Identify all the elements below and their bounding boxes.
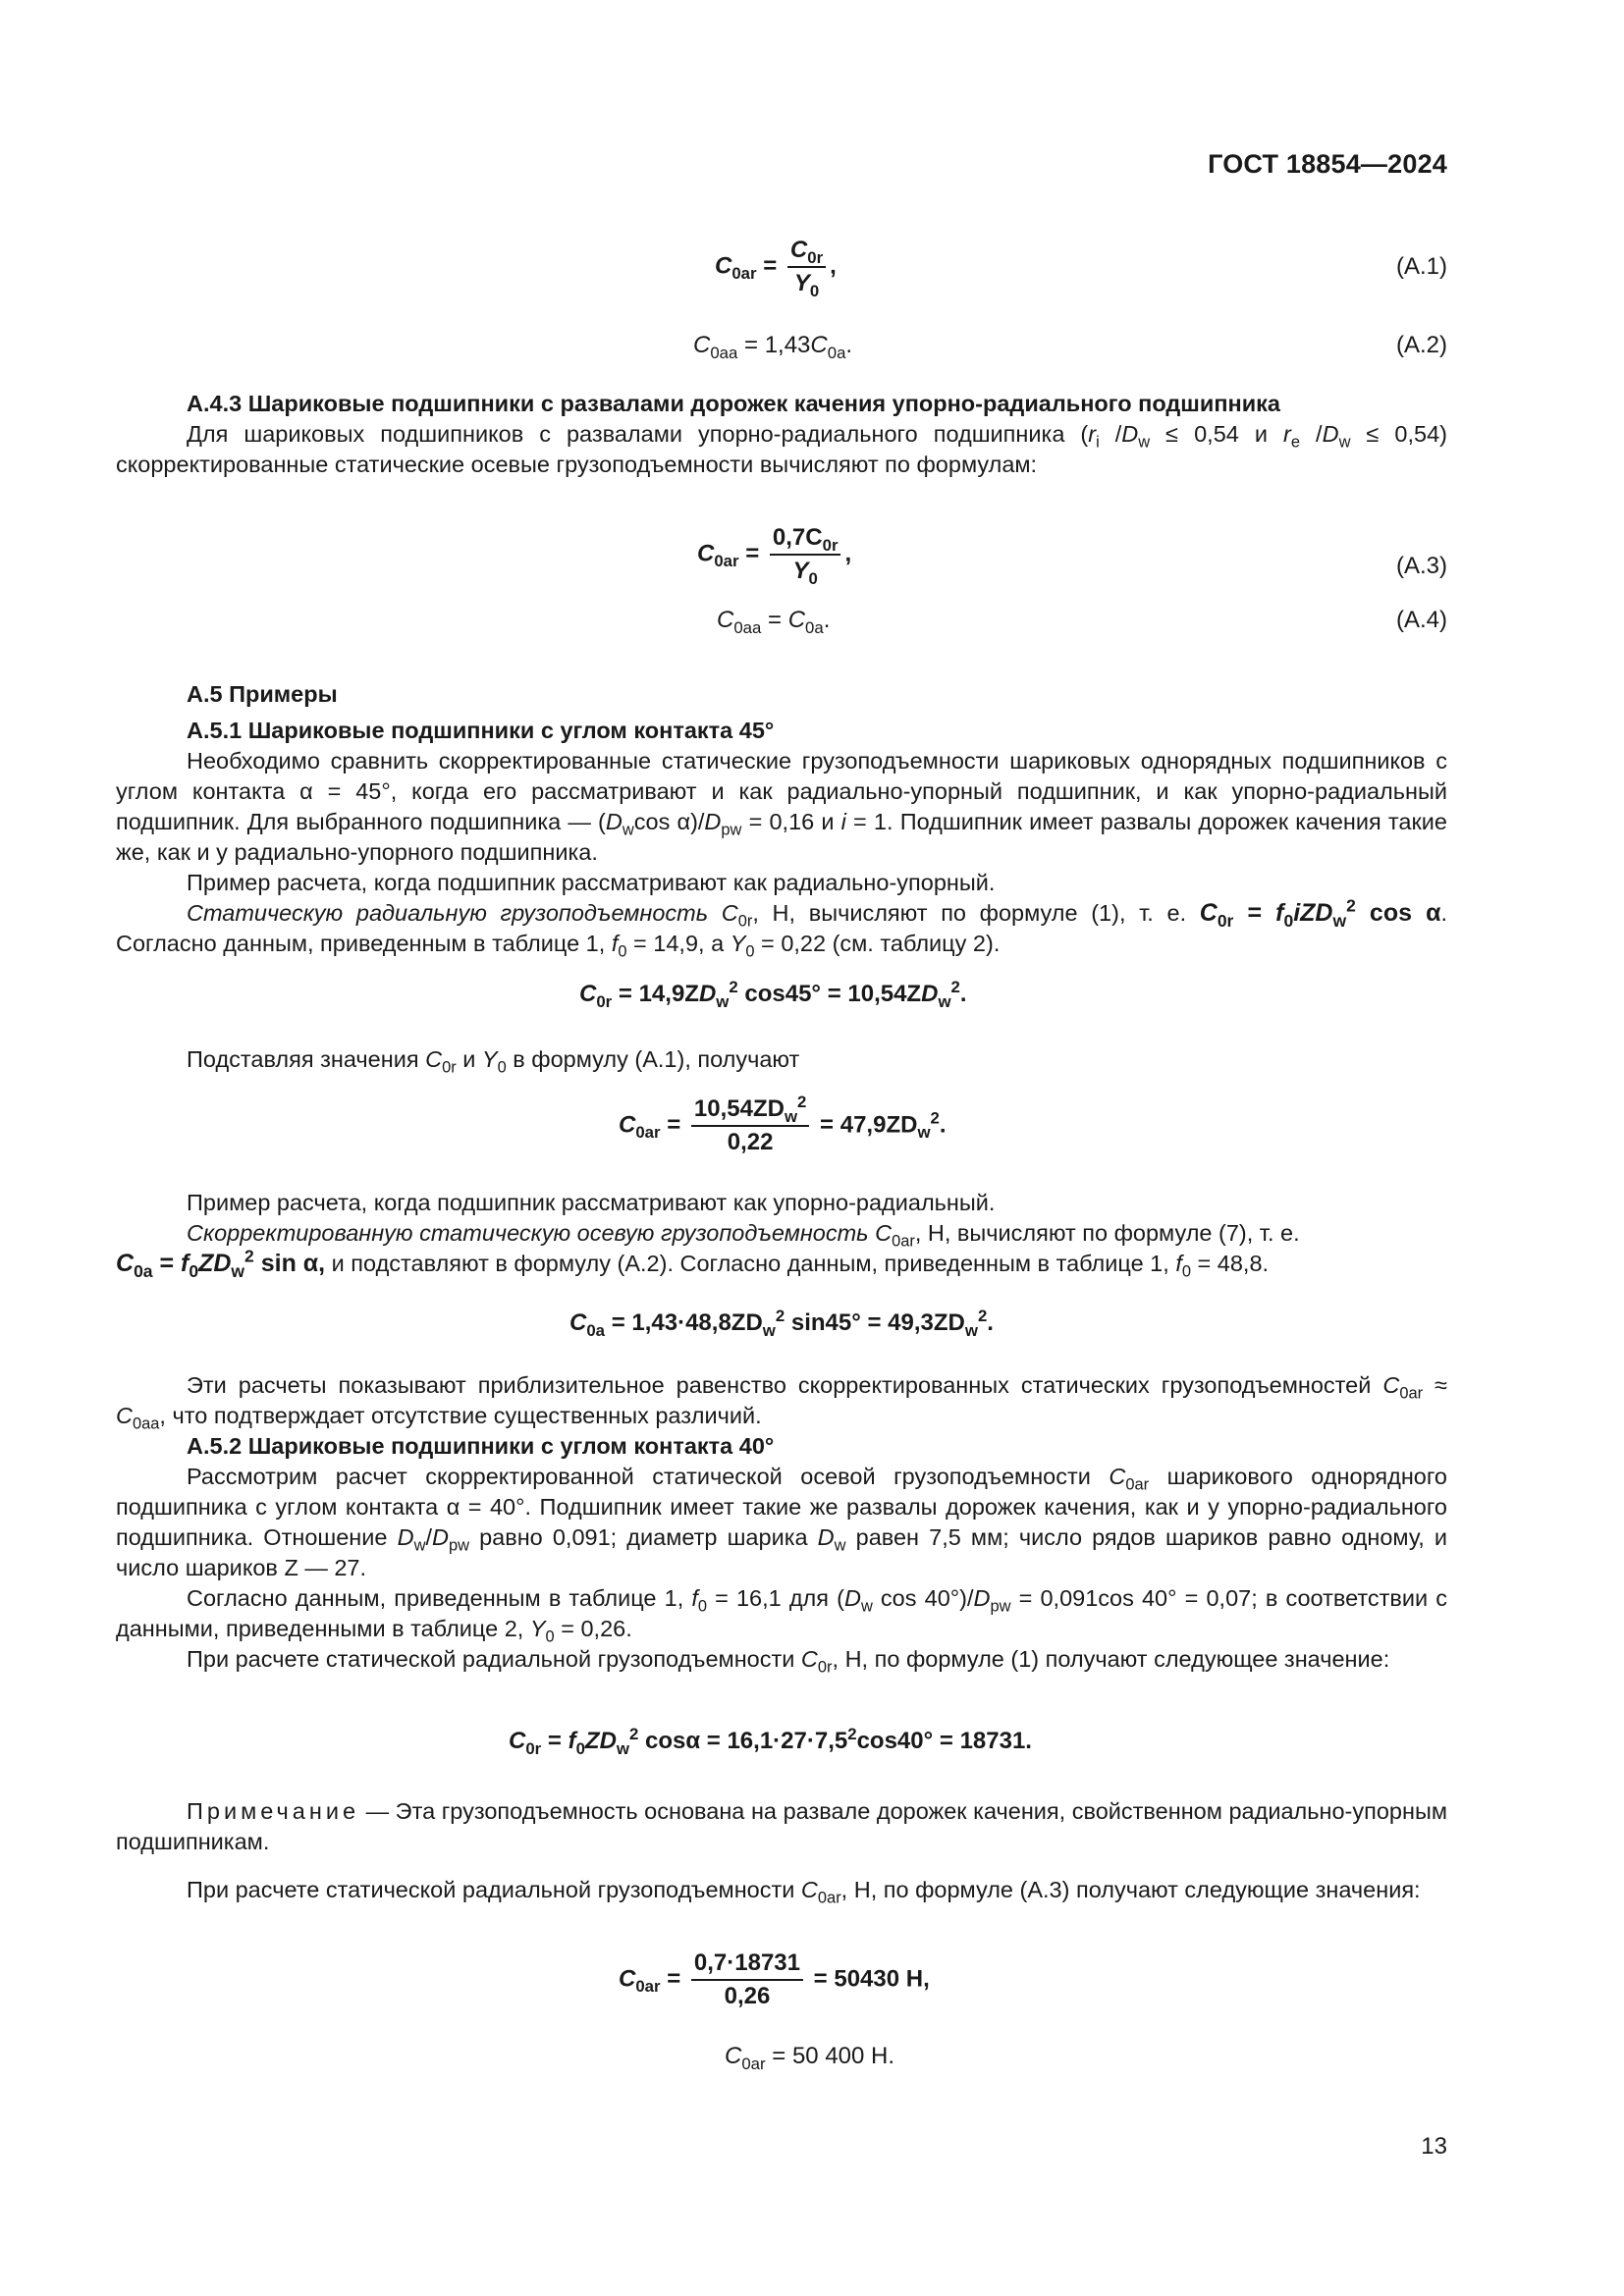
paragraph-substitution: Подставляя значения $C_{0r}$ и $Y_0$ в формулу (А.1), получают [187,1046,800,1077]
equation-final-value: $C_{0ar} = 50$ 400 Н. [725,2043,895,2073]
doc-code-header: ГОСТ 18854—2024 [1208,149,1447,179]
equation-c0ar-40: $C_{0ar}$ = $\frac{0,7\cdot 18731}{0,26}$ = 50430 Н, [619,1949,930,2009]
paragraph: Для шариковых подшипников с развалами упорно-радиального подшипника ($r_i$ $/D_w \le 0,54$ и $r_e$ $/D_w \le 0,54$) скорректированные статические осевые грузоподъемности вычисляют по формулам: [116,421,1447,477]
paragraph: При расчете статической радиальной грузоподъемности $C_{0r}$, Н, по формуле (1) получают следующее значение: [187,1646,1390,1677]
equation-a1: $C_{0ar}$ = $\frac{C_{0r}}{Y_0}$ , (А.1) [715,237,1447,300]
paragraph: Необходимо сравнить скорректированные статические грузоподъемности шариковых однорядных подшипников с углом контакта α = 45°, когда его рассматривают и как радиально-упорный подшипник, и как упорно-радиальный подшипник. Для выбранного подшипника — ($D_w\cos$ $\alpha)/D_{pw} = 0,16$ и i = 1. Подшипник имеет развалы дорожек качения такие же, как и у радиально-упорного подшипника. [116,748,1447,865]
section-heading: А.5.2 Шариковые подшипники с углом контакта 40° [187,1433,775,1459]
equation-number: (А.2) [1395,332,1447,358]
section-heading: А.4.3 Шариковые подшипники с развалами дорожек качения упорно-радиального подшипника [187,391,1280,416]
paragraph: Пример расчета, когда подшипник рассматривают как упорно-радиальный. [187,1190,996,1215]
equation-c0r-40: $C_{0r} = f_0ZD_w^2$ $\cos\alpha = 16,1\cdot 27\cdot 7,5^2\cos 40^\circ = 18731$. [509,1725,1032,1758]
equation-c0r-45: $C_{0r} = 14,9ZD_w^2$ $\cos 45^\circ = 10,54ZD_w^2$. [579,978,967,1011]
equation-number: (А.4) [1395,607,1447,633]
equation-c0ar-45: $C_{0ar}$ = $\frac{10,54ZD_w^2}{0,22}$ = $47,9ZD_w^2$. [619,1093,947,1155]
equation-number: (А.3) [1395,553,1447,579]
paragraph: Скорректированную статическую осевую грузоподъемность $C_{0ar}$, Н, вычисляют по формуле (7), т. е. [187,1220,1300,1251]
equation-number: (А.1) [1395,253,1447,280]
page-number: 13 [1421,2133,1447,2160]
equation-c0a-45: $C_{0a} = 1,43\cdot 48,8ZD_w^2$ $\sin 45^\circ = 49,3ZD_w^2$. [569,1307,994,1340]
paragraph: $C_{0a} = f_0ZD_w^2$ sin α, и подставляют в формулу (А.2). Согласно данным, приведенным в таблице 1, $f_0 = 48,8$. [116,1246,1270,1281]
section-example-2 [116,1188,1447,1279]
paragraph: Эти расчеты показывают приблизительное равенство скорректированных статических грузоподъемностей $C_{0ar} \approx C_{0aa}$, что подтверждает отсутствие существенных различий. [116,1372,1447,1433]
note-label: Примечание [187,1798,360,1824]
paragraph-calc2: При расчете статической радиальной грузоподъемности $C_{0ar}$, Н, по формуле (А.3) получают следующие значения: [187,1877,1421,1907]
section-a52 [116,1370,1447,1675]
section-heading: А.5.1 Шариковые подшипники с углом контакта 45° [187,718,775,743]
section-heading: А.5 Примеры [187,681,338,707]
paragraph: Статическую радиальную грузоподъемность $C_{0r}$, Н, вычисляют по формуле (1), т. е. $C_{0r} = f_0iZD_w^2$ cos α. Согласно данным, приведенным в таблице 1, $f_0 = 14,9$, а $Y_0 = 0,22$ (см. таблицу 2). [116,895,1447,961]
paragraph: Пример расчета, когда подшипник рассматривают как радиально-упорный. [187,870,996,895]
section-a43 [116,389,1447,480]
section-a5 [116,679,1447,959]
equation-a4: $C_{0aa} = C_{0a}$. (А.4) [717,607,1447,637]
paragraph: Согласно данным, приведенным в таблице 1, $f_0 = 16,1$ для ($D_w$ $\cos 40^\circ)/D_{pw} = 0,091\cos$ 40° = 0,07; в соответствии с данными, приведенными в таблице 2, $Y_0 = 0,26$. [116,1585,1447,1646]
equation-a2: $C_{0aa} = 1,43C_{0a}$. (А.2) [693,332,1447,362]
equation-a3: $C_{0ar}$ = $\frac{0,7C_{0r}}{Y_0}$ , (А.3) [697,524,1447,588]
note: Примечание — Эта грузоподъемность основана на развале дорожек качения, свойственном радиально-упорным подшипникам. [116,1798,1447,1854]
paragraph: Рассмотрим расчет скорректированной статической осевой грузоподъемности $C_{0ar}$ шарикового однорядного подшипника с углом контакта α = 40°. Подшипник имеет такие же развалы дорожек качения, как и у упорно-радиального подшипника. Отношение $D_w/D_{pw}$ равно 0,091; диаметр шарика $D_w$ равен 7,5 мм; число рядов шариков равно одному, и число шариков Z — 27. [116,1464,1447,1580]
